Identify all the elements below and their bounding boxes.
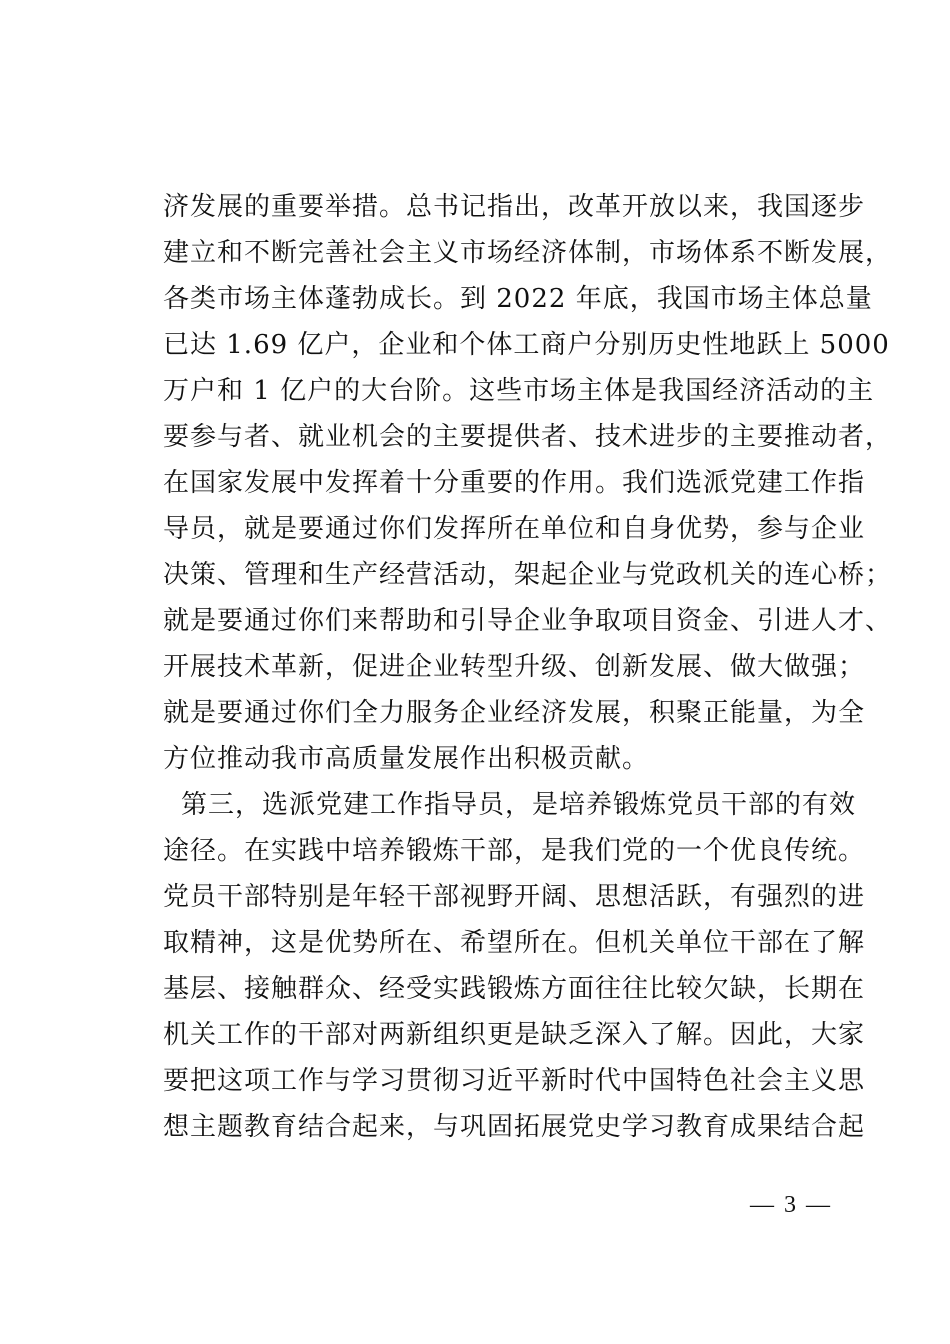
text-line: 导员，就是要通过你们发挥所在单位和自身优势，参与企业: [163, 514, 866, 544]
text-line: 已达 1.69 亿户，企业和个体工商户分别历史性地跃上 5000: [163, 330, 890, 360]
text-line: 决策、管理和生产经营活动，架起企业与党政机关的连心桥；: [163, 560, 893, 590]
body-text: [163, 184, 893, 1150]
text-line: 开展技术革新，促进企业转型升级、创新发展、做大做强；: [163, 652, 866, 682]
text-line: 就是要通过你们全力服务企业经济发展，积聚正能量，为全: [163, 698, 866, 728]
text-line: 要参与者、就业机会的主要提供者、技术进步的主要推动者，: [163, 422, 893, 452]
text-line: 万户和 1 亿户的大台阶。这些市场主体是我国经济活动的主: [163, 376, 875, 406]
text-line: 就是要通过你们来帮助和引导企业争取项目资金、引进人才、: [163, 606, 893, 636]
page-number: — 3 —: [750, 1192, 832, 1218]
paragraph-1: [163, 184, 893, 782]
text-line: 机关工作的干部对两新组织更是缺乏深入了解。因此，大家: [163, 1020, 866, 1050]
text-line: 党员干部特别是年轻干部视野开阔、思想活跃，有强烈的进: [163, 882, 866, 912]
text-line: 途径。在实践中培养锻炼干部，是我们党的一个优良传统。: [163, 836, 866, 866]
paragraph-2: [163, 782, 866, 1150]
text-line: 济发展的重要举措。总书记指出，改革开放以来，我国逐步: [163, 192, 866, 222]
text-line: 建立和不断完善社会主义市场经济体制，市场体系不断发展，: [163, 238, 893, 268]
text-line: 在国家发展中发挥着十分重要的作用。我们选派党建工作指: [163, 468, 866, 498]
text-line: 想主题教育结合起来，与巩固拓展党史学习教育成果结合起: [163, 1112, 866, 1142]
text-line: 方位推动我市高质量发展作出积极贡献。: [163, 744, 650, 774]
text-line: 要把这项工作与学习贯彻习近平新时代中国特色社会主义思: [163, 1066, 866, 1096]
text-line: 第三，选派党建工作指导员，是培养锻炼党员干部的有效: [181, 790, 857, 820]
text-line: 基层、接触群众、经受实践锻炼方面往往比较欠缺，长期在: [163, 974, 866, 1004]
text-line: 各类市场主体蓬勃成长。到 2022 年底，我国市场主体总量: [163, 284, 873, 314]
text-line: 取精神，这是优势所在、希望所在。但机关单位干部在了解: [163, 928, 866, 958]
